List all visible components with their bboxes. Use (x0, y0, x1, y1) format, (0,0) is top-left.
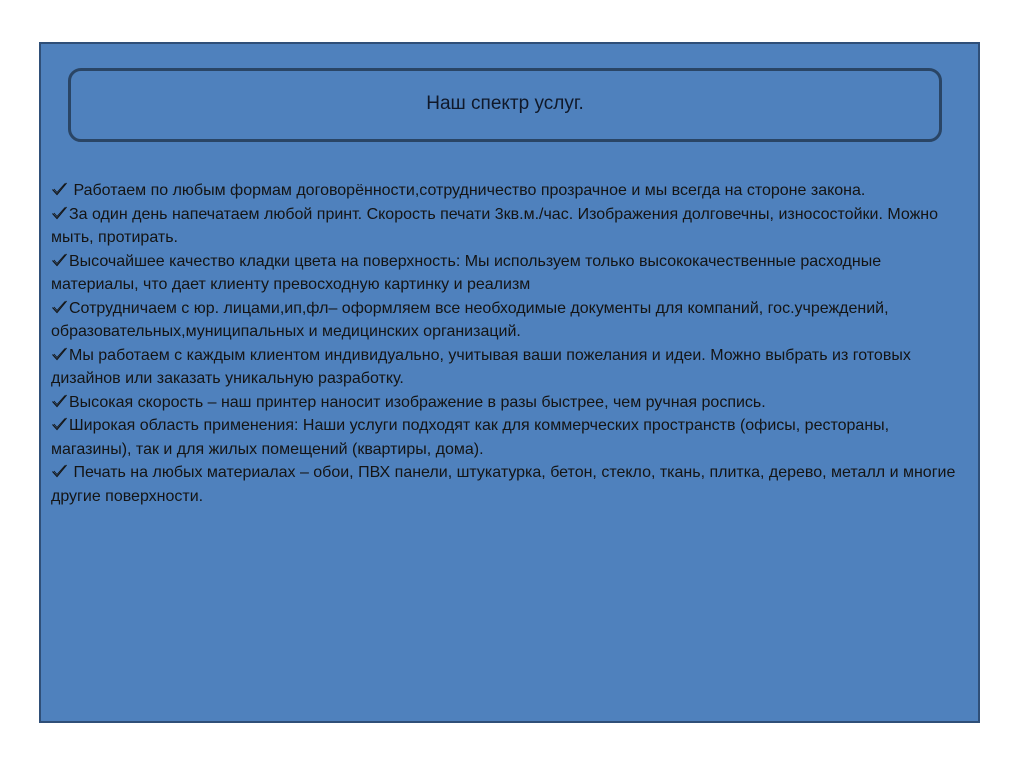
list-item (51, 461, 956, 508)
slide-title: Наш спектр услуг. (426, 93, 584, 114)
checkmark-icon (51, 252, 68, 268)
checkmark-icon (51, 393, 68, 409)
list-item (51, 297, 956, 344)
list-item (51, 179, 956, 203)
services-list (51, 179, 956, 508)
list-item-text: Работаем по любым формам договорённости,сотрудничество прозрачное и мы всегда на стороне закона. (69, 182, 866, 199)
list-item-text: Высочайшее качество кладки цвета на поверхность: Мы используем только высококачественные расходные материалы, что дает клиенту превосходную картинку и реализм (51, 252, 882, 293)
list-item (51, 250, 956, 297)
checkmark-icon (51, 205, 68, 221)
list-item-text: Высокая скорость – наш принтер наносит изображение в разы быстрее, чем ручная роспись. (69, 393, 766, 411)
list-item-text: Мы работаем с каждым клиентом индивидуально, учитывая ваши пожелания и идеи. Можно выбрать из готовых дизайнов или заказать уникальную разработку. (51, 346, 911, 387)
checkmark-icon (51, 416, 68, 432)
list-item (51, 391, 956, 415)
slide-panel (39, 42, 980, 723)
checkmark-icon (51, 181, 68, 197)
list-item (51, 344, 956, 391)
list-item (51, 203, 956, 250)
list-item-text: Широкая область применения: Наши услуги подходят как для коммерческих пространств (офисы, рестораны, магазины), так и для жилых помещений (квартиры, дома). (51, 417, 890, 458)
list-item (51, 414, 956, 461)
title-box (68, 68, 942, 142)
list-item-text: Печать на любых материалах – обои, ПВХ панели, штукатурка, бетон, стекло, ткань, плитка, дерево, металл и многие другие поверхности. (51, 464, 956, 505)
list-item-text: Сотрудничаем с юр. лицами,ип,фл– оформляем все необходимые документы для компаний, гос.учреждений, образовательных,муниципальных и медицинских организаций. (51, 299, 889, 340)
list-item-text: За один день напечатаем любой принт. Скорость печати 3кв.м./час. Изображения долговечны, износостойки. Можно мыть, протирать. (51, 205, 938, 246)
checkmark-icon (51, 463, 68, 479)
checkmark-icon (51, 299, 68, 315)
checkmark-icon (51, 346, 68, 362)
